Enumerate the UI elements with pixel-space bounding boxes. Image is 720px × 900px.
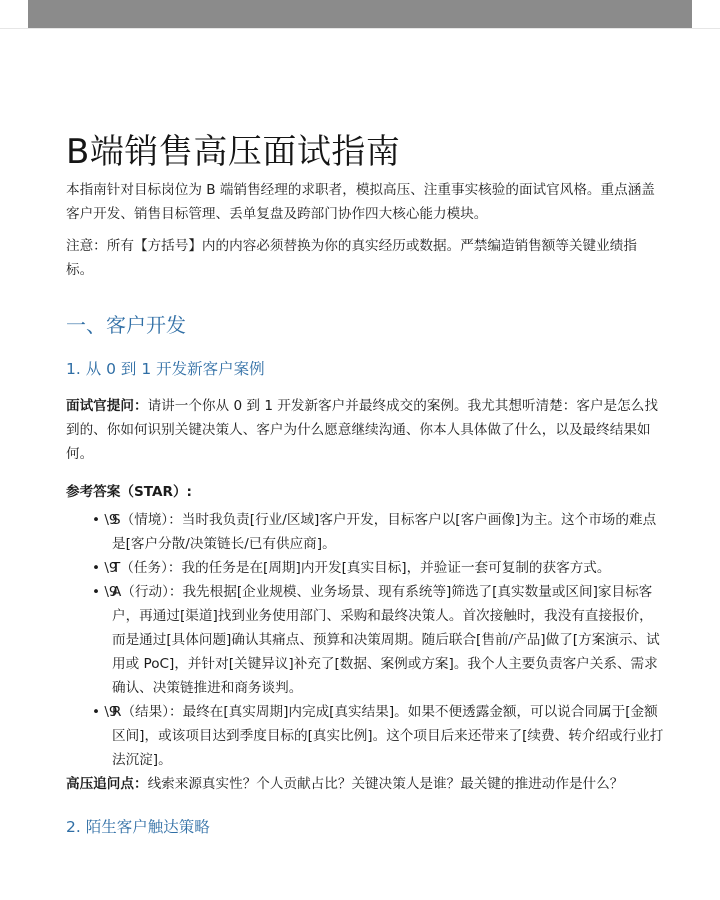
subsection-heading-cold-outreach: 2. 陌生客户触达策略 xyxy=(66,818,210,836)
bullet-mark: • \9 xyxy=(92,560,118,576)
question-label: 面试官提问： xyxy=(66,398,148,414)
document-title: B端销售高压面试指南 xyxy=(66,132,401,172)
followup-paragraph xyxy=(66,772,664,796)
subsection-heading-new-customer: 1. 从 0 到 1 开发新客户案例 xyxy=(66,360,265,378)
star-item-s: • \9 S（情境）：当时我负责[行业/区域]客户开发，目标客户以[客户画像]为主。这个市场的难点是[客户分散/决策链长/已有供应商]。 xyxy=(92,508,664,556)
star-item-r: • \9 R（结果）：最终在[真实周期]内完成[真实结果]。如果不便透露金额，可以说合同属于[金额区间]，或该项目达到季度目标的[真实比例]。这个项目后来还带来了[续费、转介绍或行业打法沉淀]。 xyxy=(92,700,664,772)
interviewer-question xyxy=(66,394,664,466)
star-list xyxy=(66,508,664,772)
toolbar-divider xyxy=(0,28,720,29)
top-toolbar xyxy=(28,0,692,28)
followup-text: 线索来源真实性？个人贡献占比？关键决策人是谁？最关键的推进动作是什么？ xyxy=(147,776,624,792)
note-paragraph: 注意：所有【方括号】内的内容必须替换为你的真实经历或数据。严禁编造销售额等关键业绩指标。 xyxy=(66,238,637,278)
answer-label: 参考答案（STAR）: xyxy=(66,484,192,500)
intro-paragraph: 本指南针对目标岗位为 B 端销售经理的求职者，模拟高压、注重事实核验的面试官风格。重点涵盖客户开发、销售目标管理、丢单复盘及跨部门协作四大核心能力模块。 xyxy=(66,182,655,222)
bullet-mark: • \9 xyxy=(92,512,118,528)
bullet-mark: • \9 xyxy=(92,704,118,720)
star-item-a: • \9 A（行动）：我先根据[企业规模、业务场景、现有系统等]筛选了[真实数量或区间]家目标客户，再通过[渠道]找到业务使用部门、采购和最终决策人。首次接触时，我没有直接报价，而是通过[具体问题]确认其痛点、预算和决策周期。随后联合[售前/产品]做了[方案演示、试用或 PoC]，并针对[关键异议]补充了[数据、案例或方案]。我个人主要负责客户关系、需求确认、决策链推进和商务谈判。 xyxy=(92,580,664,700)
question-text: 请讲一个你从 0 到 1 开发新客户并最终成交的案例。我尤其想听清楚：客户是怎么找到的、你如何识别关键决策人、客户为什么愿意继续沟通、你本人具体做了什么，以及最终结果如何。 xyxy=(66,398,658,462)
bullet-mark: • \9 xyxy=(92,584,118,600)
section-heading-customer-development: 一、客户开发 xyxy=(66,313,186,337)
followup-label: 高压追问点： xyxy=(66,776,148,792)
star-item-t: • \9 T（任务）：我的任务是在[周期]内开发[真实目标]，并验证一套可复制的获客方式。 xyxy=(92,556,664,580)
document-body xyxy=(66,132,664,840)
